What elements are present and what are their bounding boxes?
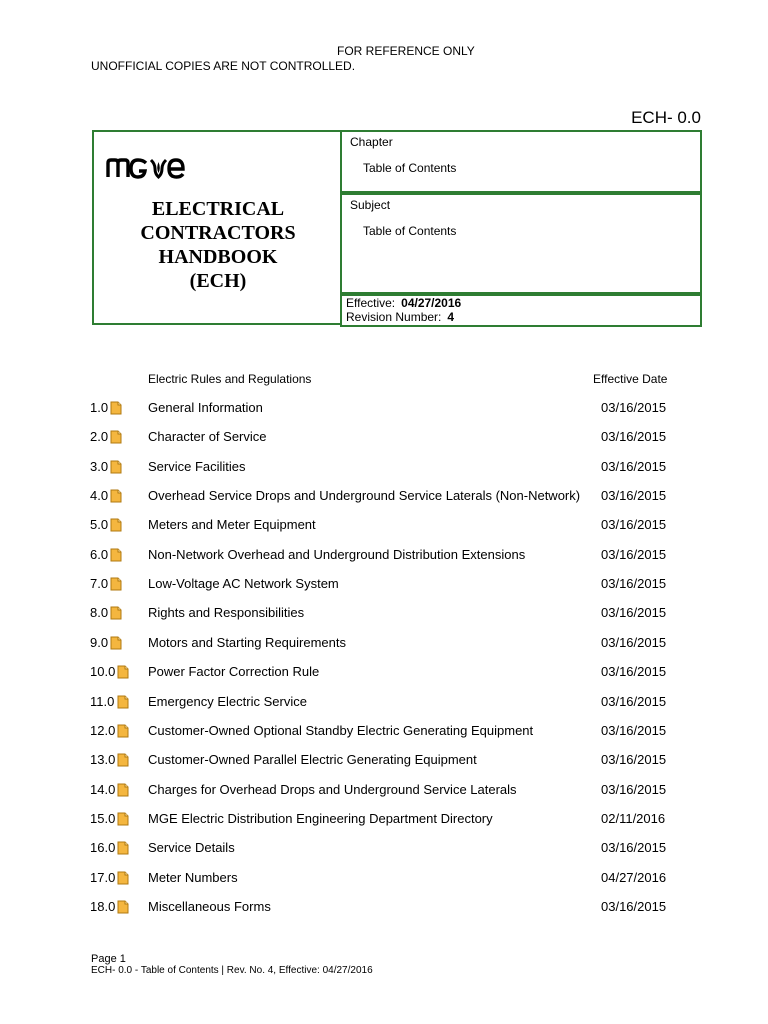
section-title-link[interactable]: Service Details [148, 840, 235, 855]
toc-row[interactable] [0, 694, 768, 716]
toc-row[interactable] [0, 870, 768, 892]
toc-row[interactable] [0, 752, 768, 774]
section-title-link[interactable]: Service Facilities [148, 459, 246, 474]
effective-date: 03/16/2015 [601, 723, 667, 738]
effective-date-heading: Effective Date [593, 372, 668, 386]
section-number: 5.0 [90, 517, 109, 532]
effective-label: Effective: [346, 296, 396, 310]
effective-date: 04/27/2016 [601, 870, 667, 885]
document-icon[interactable] [117, 695, 129, 709]
document-icon[interactable] [117, 871, 129, 885]
revision-line [346, 310, 454, 324]
page-number: Page 1 [91, 953, 126, 965]
document-icon[interactable] [117, 900, 129, 914]
effective-date: 03/16/2015 [601, 400, 667, 415]
effective-date: 03/16/2015 [601, 605, 667, 620]
effective-date: 03/16/2015 [601, 664, 667, 679]
toc-row[interactable] [0, 782, 768, 804]
effective-date: 03/16/2015 [601, 488, 667, 503]
toc-row[interactable] [0, 605, 768, 627]
section-title-link[interactable]: Non-Network Overhead and Underground Distribution Extensions [148, 547, 526, 562]
section-number: 6.0 [90, 547, 109, 562]
section-number: 8.0 [90, 605, 109, 620]
effective-date: 03/16/2015 [601, 517, 667, 532]
effective-date: 03/16/2015 [601, 840, 667, 855]
document-icon[interactable] [110, 606, 122, 620]
toc-row[interactable] [0, 517, 768, 539]
section-number: 11.0 [90, 694, 115, 709]
handbook-title-line: ELECTRICAL [151, 198, 285, 220]
effective-date: 03/16/2015 [601, 547, 667, 562]
section-number: 9.0 [90, 635, 109, 650]
document-icon[interactable] [110, 460, 122, 474]
effective-date: 03/16/2015 [601, 459, 667, 474]
handbook-title-line: CONTRACTORS [140, 222, 296, 244]
toc-row[interactable] [0, 723, 768, 745]
document-icon[interactable] [117, 753, 129, 767]
section-title-link[interactable]: Low-Voltage AC Network System [148, 576, 339, 591]
section-number: 7.0 [90, 576, 109, 591]
subject-value: Table of Contents [363, 224, 457, 238]
document-icon[interactable] [110, 518, 122, 532]
effective-date: 03/16/2015 [601, 576, 667, 591]
section-number: 1.0 [90, 400, 109, 415]
toc-row[interactable] [0, 547, 768, 569]
effective-date: 03/16/2015 [601, 429, 667, 444]
document-icon[interactable] [117, 665, 129, 679]
chapter-cell [340, 130, 702, 193]
section-number: 4.0 [90, 488, 109, 503]
effective-value: 04/27/2016 [401, 296, 462, 310]
section-title-link[interactable]: Power Factor Correction Rule [148, 664, 320, 679]
document-id: ECH- 0.0 [631, 108, 701, 127]
subject-cell [340, 193, 702, 294]
uncontrolled-notice: UNOFFICIAL COPIES ARE NOT CONTROLLED. [91, 59, 356, 73]
document-icon[interactable] [117, 724, 129, 738]
document-icon[interactable] [110, 548, 122, 562]
section-number: 14.0 [90, 782, 116, 797]
section-title-link[interactable]: Meters and Meter Equipment [148, 517, 316, 532]
document-icon[interactable] [110, 636, 122, 650]
toc-row[interactable] [0, 840, 768, 862]
section-number: 3.0 [90, 459, 109, 474]
section-title-link[interactable]: Miscellaneous Forms [148, 899, 271, 914]
toc-heading: Electric Rules and Regulations [148, 372, 312, 386]
effective-date: 03/16/2015 [601, 752, 667, 767]
toc-row[interactable] [0, 400, 768, 422]
section-title-link[interactable]: Motors and Starting Requirements [148, 635, 346, 650]
section-number: 2.0 [90, 429, 109, 444]
document-icon[interactable] [117, 783, 129, 797]
document-icon[interactable] [117, 812, 129, 826]
section-title-link[interactable]: Charges for Overhead Drops and Underground Service Laterals [148, 782, 517, 797]
section-title-link[interactable]: Rights and Responsibilities [148, 605, 305, 620]
toc-row[interactable] [0, 459, 768, 481]
document-icon[interactable] [117, 841, 129, 855]
document-icon[interactable] [110, 489, 122, 503]
document-icon[interactable] [110, 577, 122, 591]
section-number: 13.0 [90, 752, 116, 767]
effective-date: 03/16/2015 [601, 899, 667, 914]
section-title-link[interactable]: Emergency Electric Service [148, 694, 307, 709]
section-number: 15.0 [90, 811, 116, 826]
section-number: 10.0 [90, 664, 116, 679]
revision-label: Revision Number: [346, 310, 442, 324]
document-icon[interactable] [110, 430, 122, 444]
reference-notice: FOR REFERENCE ONLY [337, 44, 475, 58]
handbook-title-line: (ECH) [189, 270, 247, 292]
toc-row[interactable] [0, 811, 768, 833]
toc-row[interactable] [0, 664, 768, 686]
section-title-link[interactable]: Customer-Owned Optional Standby Electric Generating Equipment [148, 723, 534, 738]
section-title-link[interactable]: MGE Electric Distribution Engineering Department Directory [148, 811, 493, 826]
section-title-link[interactable]: Character of Service [148, 429, 267, 444]
effective-line [346, 296, 461, 310]
toc-row[interactable] [0, 576, 768, 598]
effective-cell [340, 294, 702, 327]
chapter-label: Chapter [350, 135, 393, 149]
handbook-title-line: HANDBOOK [158, 246, 278, 268]
toc-row[interactable] [0, 488, 768, 510]
section-number: 12.0 [90, 723, 116, 738]
section-title-link[interactable]: Customer-Owned Parallel Electric Generating Equipment [148, 752, 477, 767]
document-icon[interactable] [110, 401, 122, 415]
subject-label: Subject [350, 198, 391, 212]
footer-info: ECH- 0.0 - Table of Contents | Rev. No. 4, Effective: 04/27/2016 [91, 965, 373, 976]
toc-row[interactable] [0, 899, 768, 921]
chapter-value: Table of Contents [363, 161, 457, 175]
section-number: 16.0 [90, 840, 116, 855]
handbook-title [118, 197, 318, 293]
effective-date: 02/11/2016 [601, 811, 666, 826]
effective-date: 03/16/2015 [601, 782, 667, 797]
revision-value: 4 [447, 310, 455, 324]
effective-date: 03/16/2015 [601, 635, 667, 650]
section-number: 18.0 [90, 899, 116, 914]
effective-date: 03/16/2015 [601, 694, 667, 709]
toc-row[interactable] [0, 635, 768, 657]
section-title-link[interactable]: Overhead Service Drops and Underground Service Laterals (Non-Network) [148, 488, 581, 503]
section-title-link[interactable]: Meter Numbers [148, 870, 238, 885]
section-number: 17.0 [90, 870, 116, 885]
section-title-link[interactable]: General Information [148, 400, 263, 415]
toc-row[interactable] [0, 429, 768, 451]
mge-logo [106, 150, 186, 180]
